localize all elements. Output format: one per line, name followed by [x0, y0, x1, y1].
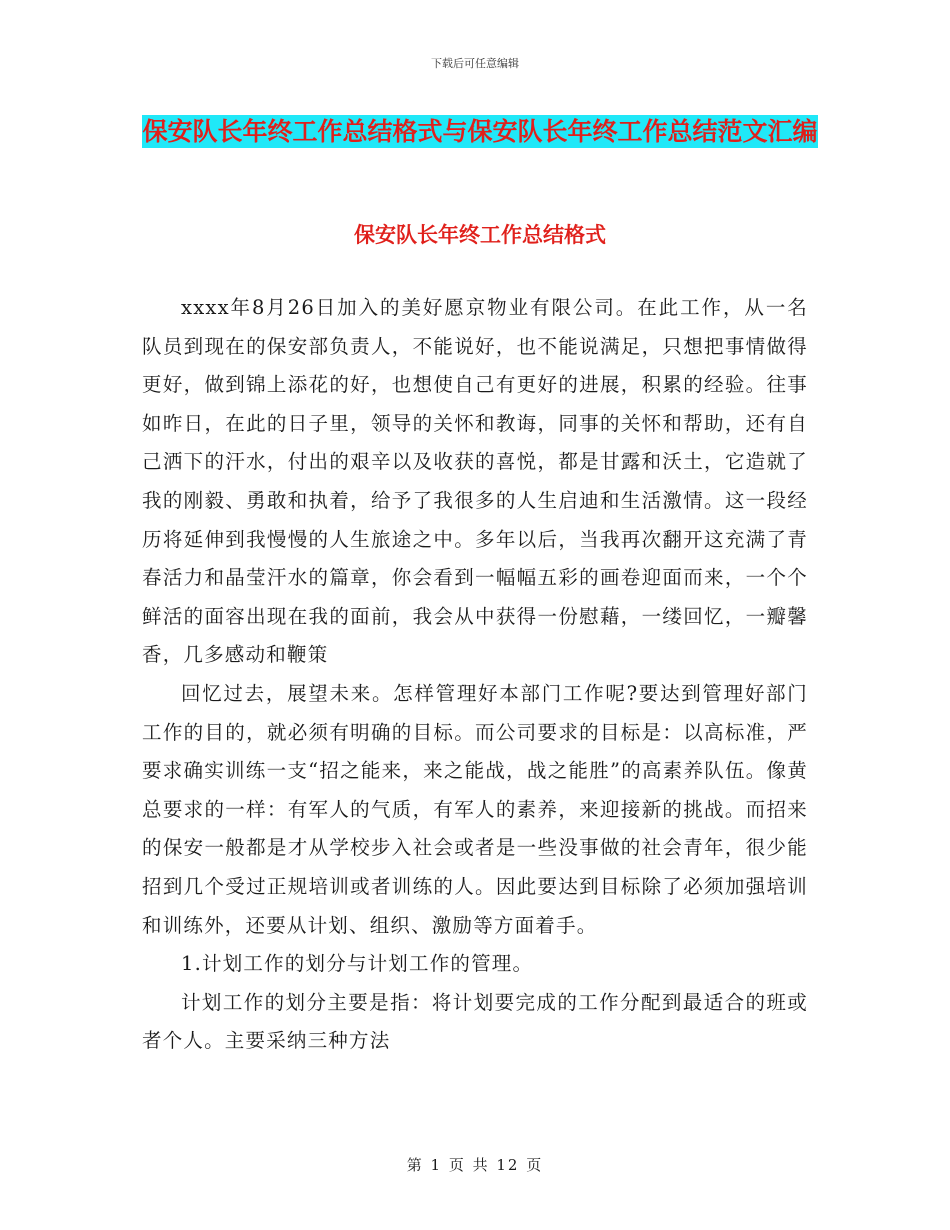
page-number: 第 1 页 共 12 页	[406, 1156, 544, 1174]
paragraph: 1.计划工作的划分与计划工作的管理。	[181, 952, 534, 976]
page-header-note: 下载后可任意编辑	[431, 57, 519, 70]
document-body	[142, 289, 808, 1061]
paragraph: 计划工作的划分主要是指：将计划要完成的工作分配到最适合的班或者个人。主要采纳三种方法	[142, 990, 808, 1053]
section-title: 保安队长年终工作总结格式	[354, 223, 606, 247]
paragraph: 回忆过去，展望未来。怎样管理好本部门工作呢?要达到管理好部门工作的目的，就必须有明确的目标。而公司要求的目标是：以高标准，严要求确实训练一支“招之能来，来之能战，战之能胜”的高素养队伍。像黄总要求的一样：有军人的气质，有军人的素养，来迎接新的挑战。而招来的保安一般都是才从学校步入社会或者是一些没事做的社会青年，很少能招到几个受过正规培训或者训练的人。因此要达到目标除了必须加强培训和训练外，还要从计划、组织、激励等方面着手。	[142, 681, 808, 937]
paragraph: xxxx年8月26日加入的美好愿京物业有限公司。在此工作，从一名队员到现在的保安部负责人，不能说好，也不能说满足，只想把事情做得更好，做到锦上添花的好，也想使自己有更好的进展，积累的经验。往事如昨日，在此的日子里，领导的关怀和教诲，同事的关怀和帮助，还有自己洒下的汗水，付出的艰辛以及收获的喜悦，都是甘露和沃土，它造就了我的刚毅、勇敢和执着，给予了我很多的人生启迪和生活激情。这一段经历将延伸到我慢慢的人生旅途之中。多年以后，当我再次翻开这充满了青春活力和晶莹汗水的篇章，你会看到一幅幅五彩的画卷迎面而来，一个个鲜活的面容出现在我的面前，我会从中获得一份慰藉，一缕回忆，一瓣馨香，几多感动和鞭策	[142, 296, 808, 667]
document-title	[140, 108, 820, 155]
document-title-text: 保安队长年终工作总结格式与保安队长年终工作总结范文汇编	[142, 117, 818, 146]
